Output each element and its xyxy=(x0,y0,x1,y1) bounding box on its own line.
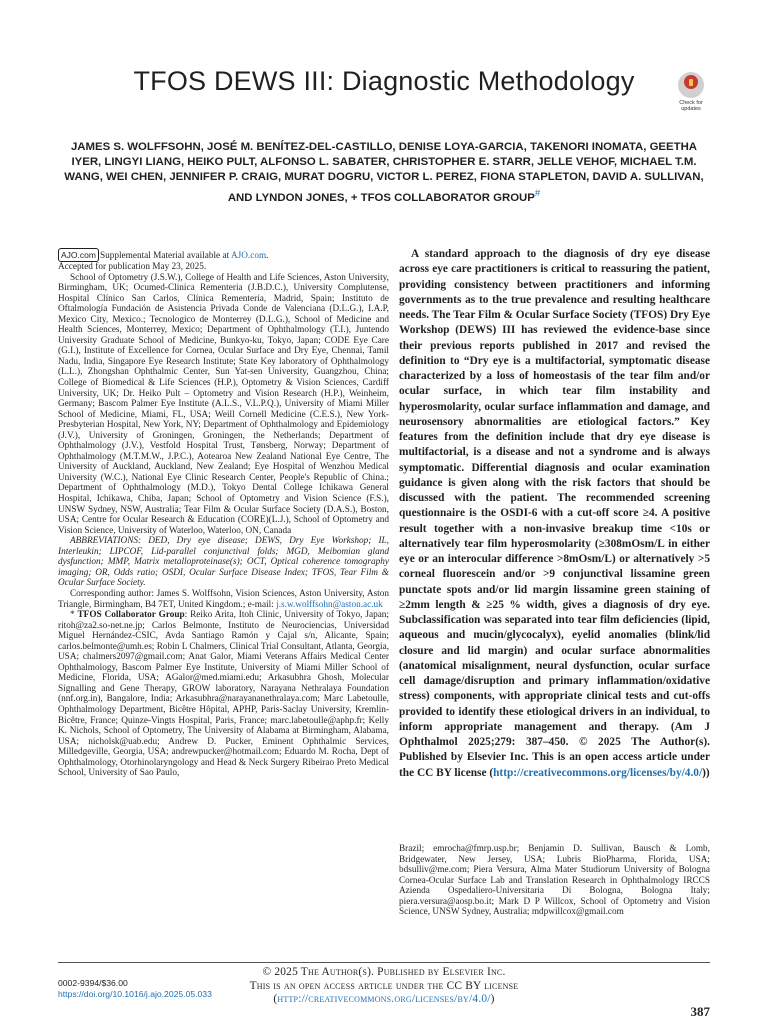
supplemental-text: Supplemental Material available at xyxy=(99,251,231,261)
article-title: TFOS DEWS III: Diagnostic Methodology xyxy=(133,66,635,96)
footer-divider xyxy=(58,962,710,963)
author-names: JAMES S. WOLFFSOHN, JOSÉ M. BENÍTEZ-DEL-CASTILLO, DENISE LOYA-GARCIA, TAKENORI INOMATA, GEETHA IYER, LINGYI LIANG, HEIKO PULT, ALFONSO L. SABATER, CHRISTOPHER E. STARR, JELLE VEHOF, MICHAEL T.M. WANG, WEI CHEN, JENNIFER P. CRAIG, MURAT DOGRU, VICTOR L. PEREZ, FIONA STAPLETON, DAVID A. SULLIVAN, AND LYNDON JONES, + TFOS COLLABORATOR GROUP xyxy=(64,141,704,204)
front-matter-column xyxy=(58,248,389,779)
collaborator-continuation xyxy=(399,844,710,918)
supplemental-link[interactable]: AJO.com xyxy=(230,251,267,261)
footer-identifiers xyxy=(58,978,258,1000)
author-list xyxy=(60,140,708,206)
abstract-license-link[interactable]: http://creativecommons.org/licenses/by/4.0/ xyxy=(493,766,703,779)
supplemental-end: . xyxy=(266,251,269,261)
doi-link[interactable]: https://doi.org/10.1016/j.ajo.2025.05.033 xyxy=(58,989,212,999)
corresponding-email-link[interactable]: j.s.w.wolffsohn@aston.ac.uk xyxy=(276,599,383,610)
abstract-column xyxy=(399,247,710,781)
abstract xyxy=(399,247,710,781)
collaborator-text: : Reiko Arita, Itoh Clinic, University of Tokyo, Japan; ritoh@za2.so-net.ne.jp; Carlos Belmonte, Instituto de Neurociencias, Universidad Miguel Hernández-CSIC, Avda Santiago Ramón y Cajal s/n, Alicante, Spain; carlos.belmonte@umh.es; Robin L Chalmers, Clinical Trial Consultant, Atlanta, Georgia, USA; chalmers2097@gmail.com; Anat Galor, Miami Veterans Affairs Medical Center Ophthalmology, Bascom Palmer Eye Institute, University of Miami Miller School of Medicine, Florida, USA; AGalor@med.miami.edu; Arkasubhra Ghosh, Molecular Signalling and Gene Therapy, GROW laboratory, Narayana Nethralaya Foundation (nnf.org.in), Bangalore, India; Arkasubhra@narayananethralaya.com; Marc Labetoulle, Ophthalmology Department, Bicêtre Hôpital, APHP, Paris-Saclay University, Kremlin-Bicêtre, France; Quinze-Vingts Hospital, Paris, France; marc.labetoulle@aphp.fr; Kelly K. Nichols, School of Optometry, The University of Alabama at Birmingham, Alabama, USA; nicholsk@uab.edu; Andrew D. Pucker, Eminent Ophthalmic Services, Milledgeville, Georgia, USA; andrewpucker@hotmail.com; Eduardo M. Rocha, Dept of Ophthalmology, Otorhinolaryngology and Head & Neck Surgery Ribeirao Preto Medical School, University of Sao Paulo, xyxy=(58,610,389,779)
footer-license-link[interactable]: http://creativecommons.org/licenses/by/4.0/ xyxy=(277,993,491,1005)
corresponding-text: Corresponding author: James S. Wolffsohn, Vision Sciences, Aston University, Aston Triangle, Birmingham, B4 7ET, United Kingdom.; e-mail: xyxy=(58,588,389,610)
abstract-end: )) xyxy=(702,766,710,779)
check-for-updates-badge[interactable] xyxy=(673,72,709,116)
footer-copyright xyxy=(234,966,534,1007)
license-close-paren: ) xyxy=(490,993,495,1005)
collaborator-group xyxy=(58,610,389,779)
collaborator-group-mark[interactable]: # xyxy=(534,187,541,199)
supplemental-note xyxy=(58,248,389,262)
abstract-text: A standard approach to the diagnosis of dry eye disease across eye care practitioners is critical to reassuring the patient, providing consistency between practitioners and informing governments as to the true prevalence and resulting healthcare needs. The Tear Film & Ocular Surface Society (TFOS) Dry Eye Workshop (DEWS) III has reviewed the evidence-base since their previous reports published in 2017 and revised the definition to “Dry eye is a multifactorial, symptomatic disease characterized by a loss of homeostasis of the tear film and/or ocular surface, in which tear film instability and hyperosmolarity, ocular surface inflammation and damage, and neurosensory abnormalities are etiological factors.” Key features from the definition include that dry eye disease is multifactorial, is a disease and not a syndrome and is always symptomatic. Differential diagnosis and ocular examination guidance is given along with the risk factors that should be discussed with the patient. The recommended screening questionnaire is the OSDI-6 with a cut-off score ≥4. A positive result together with a non-invasive breakup time <10s or alternatively tear film hyperosmolarity (≥308mOsm/L in either eye or an interocular difference >8mOsm/L) or alternatively >5 corneal fluorescein and/or >9 conjunctival lissamine green punctate spots and/or lid margin lissamine green staining of ≥2mm length & ≥25 % width, gives a diagnosis of dry eye. Subclassification was separated into tear film deficiencies (lipid, aqueous and mucin/glycocalyx), eyelid anomalies (blink/lid closure and lid margin) and ocular surface abnormalities (anatomical misalignment, neural dysfunction, ocular surface cell damage/disruption and primary inflammation/oxidative stress) components, with appropriate clinical tests and cut-offs provided to identify these etiological drivers in an individual, to inform appropriate management and therapy. (Am J Ophthalmol 2025;279: 387–450. © 2025 The Author(s). Published by Elsevier Inc. This is an open access article under the CC BY license ( xyxy=(399,248,710,779)
collaborator-continuation-text: Brazil; emrocha@fmrp.usp.br; Benjamin D. Sullivan, Bausch & Lomb, Bridgewater, New Jersey, USA; Lubris BioPharma, Florida, USA; bdsulliv@me.com; Piera Versura, Alma Mater Studiorum University of Bologna Cornea-Ocular Surface Lab and Translation Research in Ophthalmology IRCCS Azienda Ospedaliero-Universitaria Di Bologna, Bologna Italy; piera.versura@aosp.bo.it; Mark D P Willcox, School of Optometry and Vision Science, UNSW Sydney, Australia; mdpwillcox@gmail.com xyxy=(399,844,710,918)
license-url-line xyxy=(234,993,534,1007)
license-line: This is an open access article under the CC BY license xyxy=(249,979,519,992)
issn-price: 0002-9394/$36.00 xyxy=(58,978,128,988)
corresponding-author xyxy=(58,589,389,610)
affiliations: School of Optometry (J.S.W.), College of Health and Life Sciences, Aston University, Birmingham, UK; Ocumed-Clinica Rementeria (J.B.D.C.), University Complutense, Hospital Clínico San Carlos, Clínica Rementeria, Madrid, Spain; Instituto de Oftalmología Fundación de Asistencia Privada Conde de Valenciana (D.L.G.), I.A.P, Mexico City, Mexico.; Tecnologico de Monterrey (D.L.G.), School of Medicine and Health Sciences, Monterrey, Mexico; Department of Ophthalmology (T.I.), Juntendo University Graduate School of Medicine, Bunkyo-ku, Tokyo, Japan; CODE Eye Care (G.I.), Institute of Excellence for Cornea, Ocular Surface and Dry Eye, Chennai, Tamil Nadu, India, Singapore Eye Research Institute; State Key laboratory of Ophthalmology (L.L.), Zhongshan Ophthalmic Center, Sun Yat-sen University, Guangzhou, China; College of Biomedical & Life Sciences (H.P.), Optometry & Vision Sciences, Cardiff University, UK; Dr. Heiko Pult – Optometry and Vision Research (H.P.), Weinheim, Germany; Bascom Palmer Eye Institute (A.L.S., V.L.P.Q.), University of Miami Miller School of Medicine, Miami, FL, USA; Weill Cornell Medicine (C.E.S.), New York-Presbyterian Hospital, New York, NY; Department of Ophthalmology and Epidemiology (J.V.), University of Groningen, Groningen, the Netherlands; Department of Ophthalmology (J.V.), Vestfold Hospital Trust, Tønsberg, Norway; Department of Ophthalmology (M.T.M.W., J.P.C.), Aotearoa New Zealand National Eye Centre, The University of Auckland, Auckland, New Zealand; Eye Hospital of Wenzhou Medical University (W.C.), National Eye Clinic Research Center, People's Republic of China.; Department of Ophthalmology (M.D.), Tokyo Dental College Ichikawa General Hospital, Ichikawa, Chiba, Japan; School of Optometry and Vision Science (F.S.), UNSW Sydney, NSW, Australia; Tear Film & Ocular Surface Society (D.A.S.), Boston, USA; Centre for Ocular Research & Education (CORE)(L.J.), School of Optometry and Vision Science, University of Waterloo, Waterloo, ON, Canada xyxy=(58,272,389,536)
accepted-date: Accepted for publication May 23, 2025. xyxy=(58,262,207,272)
ajo-logo: AJO.com xyxy=(58,248,99,262)
abbreviations-text: ABBREVIATIONS: DED, Dry eye disease; DEWS, Dry Eye Workshop; IL, Interleukin; LIPCOF, Lid-parallel conjunctival folds; MGD, Meibomian gland dysfunction; MMP, Matrix metalloproteinase(s); OCT, Optical coherence tomography imaging; OR, Odds ratio; OSDI, Ocular Surface Disease Index; TFOS, Tear Film & Ocular Surface Society. xyxy=(58,536,389,589)
collaborator-prefix: * xyxy=(70,610,78,621)
license-open-paren: ( xyxy=(273,993,278,1005)
check-for-updates-label: Check for updates xyxy=(679,100,703,112)
check-for-updates-icon xyxy=(678,72,704,98)
abbreviations xyxy=(58,536,389,589)
collaborator-label: TFOS Collaborator Group xyxy=(77,610,185,621)
copyright-line: © 2025 The Author(s). Published by Elsevier Inc. xyxy=(262,966,506,978)
page-number: 387 xyxy=(690,1004,710,1019)
